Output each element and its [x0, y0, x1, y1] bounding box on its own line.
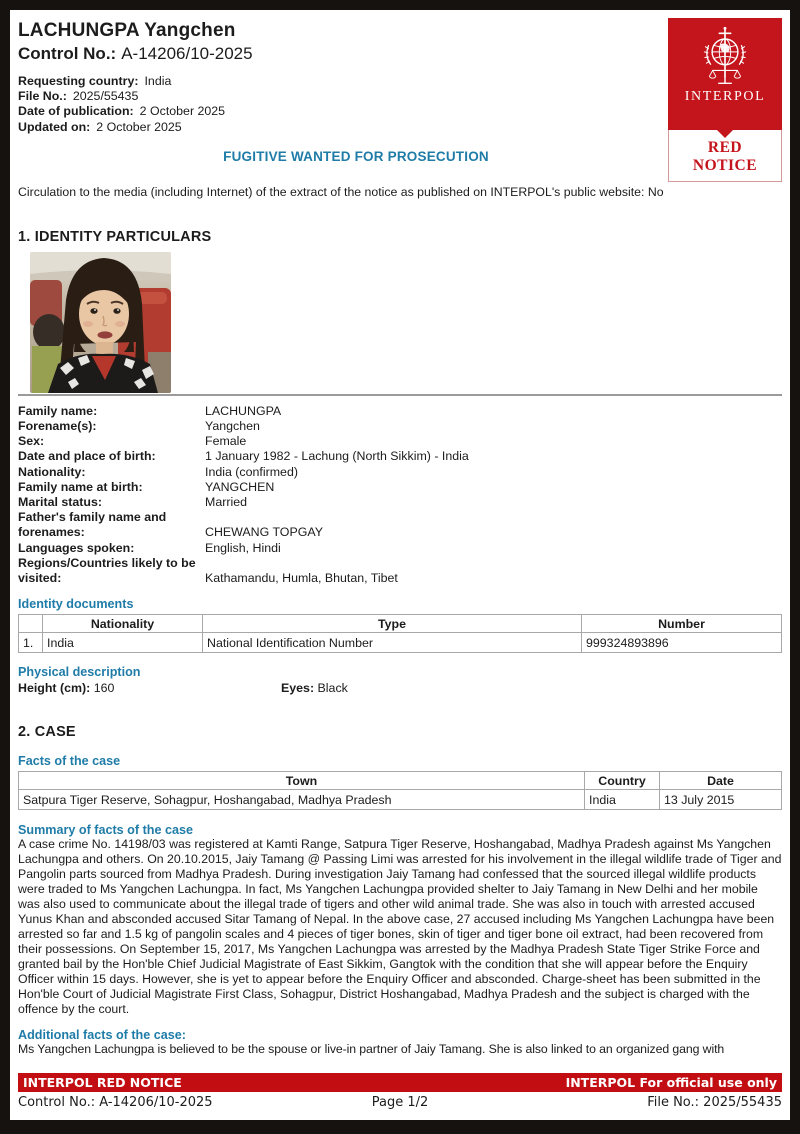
cell-number: 999324893896 — [582, 633, 782, 653]
table-row — [19, 790, 782, 810]
meta-label: Date of publication: — [18, 104, 134, 119]
banner-wrap — [18, 148, 694, 166]
red-notice-line1: RED — [707, 139, 743, 156]
field-label: Marital status: — [18, 495, 102, 510]
field-label: Father's family name and forenames: — [18, 510, 167, 540]
meta-value: 2 October 2025 — [96, 119, 182, 134]
field-label: Date and place of birth: — [18, 449, 156, 464]
field-value: Female — [205, 434, 247, 449]
field-row — [18, 541, 782, 556]
field-label: Nationality: — [18, 464, 86, 479]
interpol-badge-red-panel — [668, 18, 782, 130]
height-label: Height (cm): — [18, 681, 91, 696]
section-title-case: 2. CASE — [18, 724, 76, 741]
footer-control-number: Control No.: A-14206/10-2025 — [18, 1095, 213, 1110]
red-notice-line2: NOTICE — [692, 157, 758, 174]
height-value: 160 — [93, 681, 115, 696]
footer-page-number: Page 1/2 — [371, 1095, 429, 1110]
field-label: Family name: — [18, 403, 98, 418]
divider-rule — [18, 394, 782, 396]
physical-description-title: Physical description — [18, 665, 141, 680]
document-page — [10, 10, 790, 1120]
control-number-label: Control No.: — [18, 44, 117, 63]
col-number: Number — [582, 615, 782, 633]
page-footer — [18, 1073, 782, 1110]
cell-nationality: India — [43, 633, 203, 653]
meta-label: File No.: — [18, 89, 67, 104]
cell-index: 1. — [19, 633, 43, 653]
footer-row — [18, 1092, 782, 1110]
summary-title: Summary of facts of the case — [18, 823, 193, 838]
height-field — [18, 681, 281, 696]
col-type: Type — [203, 615, 582, 633]
meta-label: Requesting country: — [18, 74, 139, 88]
subject-photo — [30, 252, 171, 393]
subject-name: LACHUNGPA Yangchen — [18, 20, 236, 41]
field-row — [18, 510, 782, 540]
eyes-field — [281, 681, 348, 695]
meta-value: 2 October 2025 — [139, 104, 226, 119]
interpol-emblem-icon — [692, 25, 758, 87]
interpol-brand: INTERPOL — [684, 89, 766, 104]
eyes-label: Eyes: — [281, 681, 315, 696]
field-row — [18, 556, 782, 586]
footer-file-number: File No.: 2025/55435 — [647, 1095, 782, 1110]
field-value: English, Hindi — [205, 540, 281, 555]
table-header-row — [19, 615, 782, 633]
footer-bar-left: INTERPOL RED NOTICE — [23, 1075, 182, 1090]
field-label: Languages spoken: — [18, 540, 135, 555]
additional-facts-title: Additional facts of the case: — [18, 1028, 186, 1043]
cell-date: 13 July 2015 — [660, 790, 782, 810]
cell-type: National Identification Number — [203, 633, 582, 653]
additional-facts-text: Ms Yangchen Lachungpa is believed to be the spouse or live-in partner of Jaiy Tamang. She is also linked to an organized gang with — [18, 1042, 725, 1057]
table-row — [19, 633, 782, 653]
field-label: Sex: — [18, 434, 45, 449]
field-row — [18, 495, 782, 510]
field-value: LACHUNGPA — [205, 403, 282, 418]
field-value: 1 January 1982 - Lachung (North Sikkim) - India — [205, 449, 469, 464]
field-row — [18, 419, 782, 434]
badge-notch — [717, 130, 733, 138]
field-row — [18, 465, 782, 480]
meta-value: India — [144, 74, 172, 88]
table-header-row — [19, 772, 782, 790]
field-row — [18, 480, 782, 495]
col-town: Town — [19, 772, 585, 790]
summary-text: A case crime No. 14198/03 was registered at Kamti Range, Satpura Tiger Reserve, Hoshangabad, Madhya Pradesh against Ms Yangchen Lachungpa and others. On 20.10.2015, Jaiy Tamang @ Passing Limi was arrested for his involvement in the illegal wildlife trade of Tiger and Pangolin parts sourced from Madhya Pradesh. During investigation Jaiy Tamang had confessed that the sourced illegal wildlife products were traded to Ms Yangchen Lachungpa. In fact, Ms Yangchen Lachungpa provided shelter to Jaiy Tamang in New Delhi and her mobile was also used to communicate about the illegal trade of tigers and other wild animal trade. She was also in touch with arrested accused Yunus Khan and absconded accused Sitar Tamang of Nepal. In the above case, 27 accused including Ms Yangchen Lachungpa have been arrested so far and 1.5 kg of pangolin scales and 4 pieces of tiger bones, skin of tiger and tiger bone oil extract, had been recovered from their possessions. On September 15, 2017, Ms Yangchen Lachungpa was arrested by the Madhya Pradesh State Tiger Strike Force and granted bail by the Hon'ble Chief Judicial Magistrate of East Sikkim, Gangtok with the condition that she will appear before the Enquiry Officer within 15 days. However, she is yet to appear before the Enquiry Officer and absconded. Charge-sheet has been submitted in the Hon'ble Court of Judicial Magistrate First Class, Sohagpur, District Hoshangabad, Madhya Pradesh and the subject is charged with the offence by the court. — [18, 837, 782, 1017]
field-value: India (confirmed) — [205, 464, 298, 479]
control-number-value: A-14206/10-2025 — [121, 44, 253, 63]
field-row — [18, 404, 782, 419]
field-value: YANGCHEN — [205, 479, 275, 494]
col-country: Country — [585, 772, 660, 790]
facts-title: Facts of the case — [18, 754, 121, 769]
identity-documents-title: Identity documents — [18, 597, 134, 612]
field-label: Forename(s): — [18, 419, 97, 434]
cell-country: India — [585, 790, 660, 810]
field-value: Kathamandu, Humla, Bhutan, Tibet — [205, 571, 398, 586]
eyes-value: Black — [317, 681, 348, 696]
col-date: Date — [660, 772, 782, 790]
meta-value: 2025/55435 — [72, 89, 139, 104]
field-row — [18, 434, 782, 449]
interpol-badge — [668, 18, 782, 182]
circulation-note: Circulation to the media (including Internet) of the extract of the notice as published on INTERPOL's public website: No — [18, 184, 664, 199]
col-nationality: Nationality — [43, 615, 203, 633]
field-label: Regions/Countries likely to be visited: — [18, 555, 196, 586]
field-value: CHEWANG TOPGAY — [205, 525, 323, 540]
physical-description-line — [18, 681, 782, 696]
field-value: Yangchen — [205, 419, 260, 434]
meta-label: Updated on: — [18, 119, 91, 134]
field-value: Married — [205, 495, 247, 510]
identity-fields — [18, 404, 782, 586]
field-label: Family name at birth: — [18, 479, 143, 494]
identity-documents-table — [18, 614, 782, 653]
field-row — [18, 449, 782, 464]
section-title-identity: 1. IDENTITY PARTICULARS — [18, 228, 212, 245]
cell-town: Satpura Tiger Reserve, Sohagpur, Hoshangabad, Madhya Pradesh — [19, 790, 585, 810]
banner-title: FUGITIVE WANTED FOR PROSECUTION — [223, 148, 489, 164]
footer-bar — [18, 1073, 782, 1092]
col-index — [19, 615, 43, 633]
footer-bar-right: INTERPOL For official use only — [565, 1075, 777, 1090]
facts-table — [18, 771, 782, 810]
